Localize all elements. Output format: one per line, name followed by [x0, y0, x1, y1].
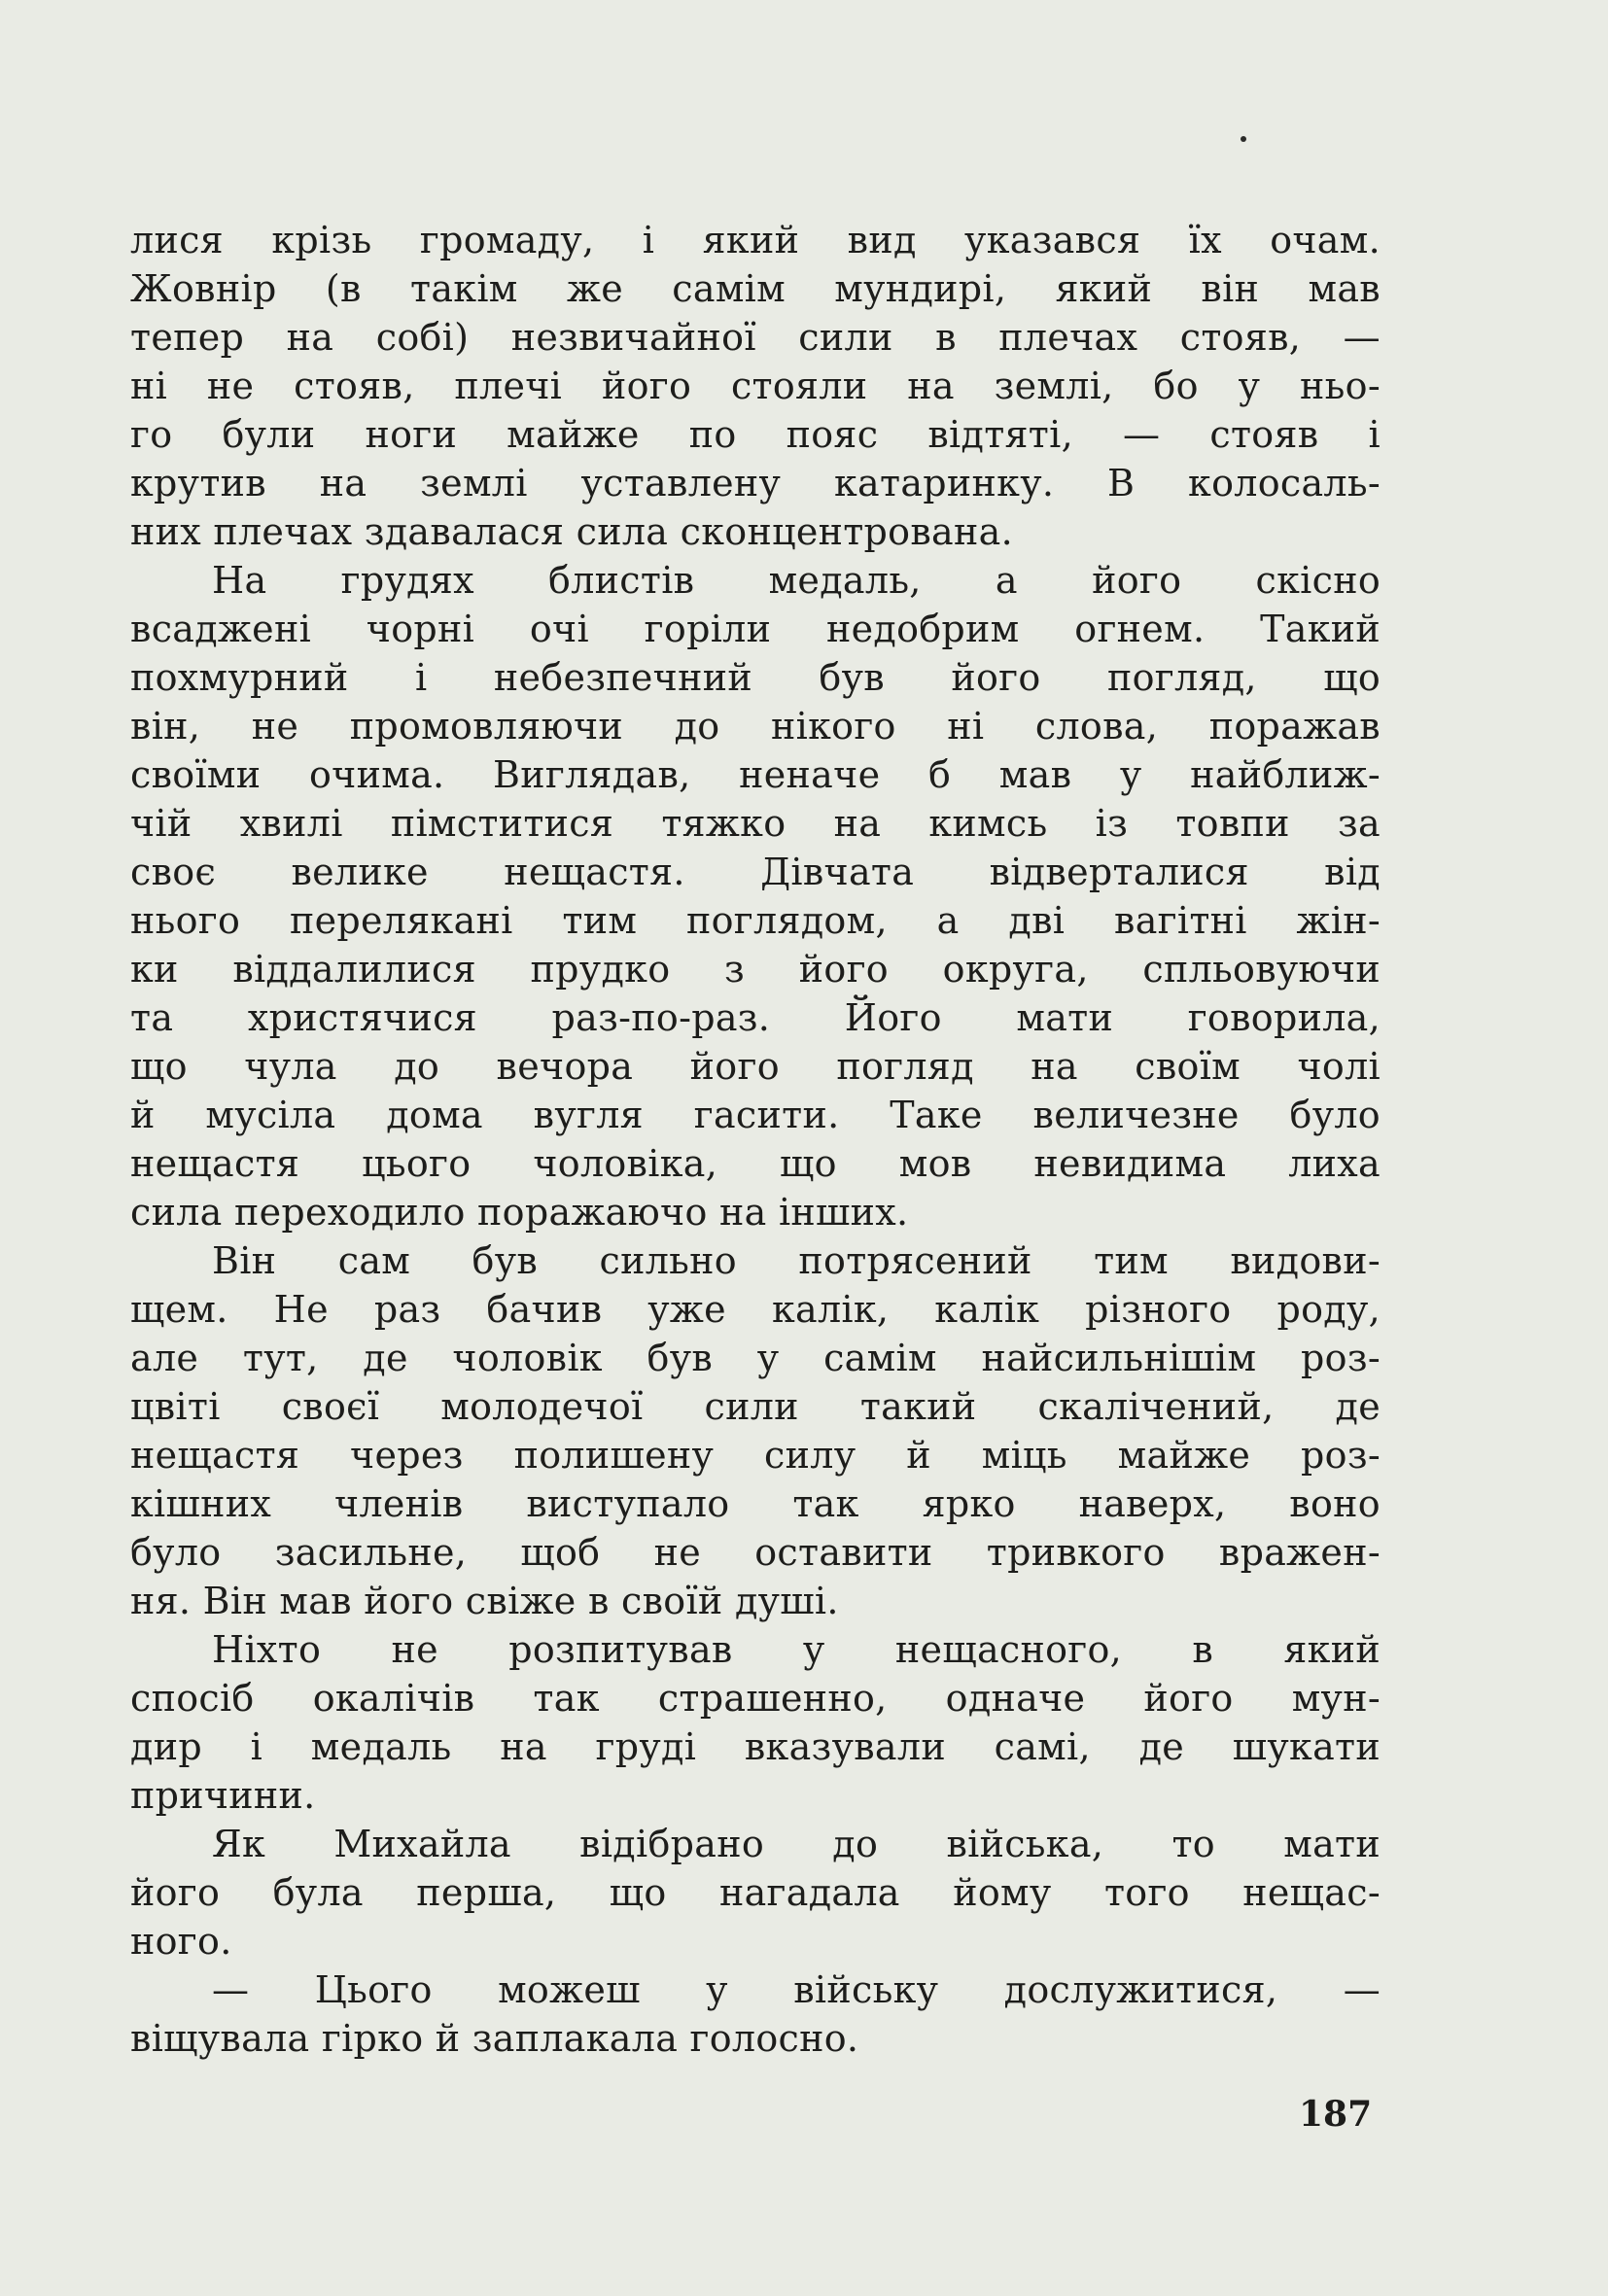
text-line: чій хвилі пімститися тяжко на кимсь із товпи за: [130, 802, 1381, 845]
text-line: він, не промовляючи до нікого ні слова, поражав: [130, 705, 1381, 748]
text-line: віщувала гірко й заплакала голосно.: [130, 2017, 859, 2060]
text-line: тепер на собі) незвичайної сили в плечах стояв, —: [130, 316, 1381, 359]
text-line: лися крізь громаду, і який вид указався їх очам.: [130, 219, 1381, 261]
text-line: го були ноги майже по пояс відтяті, — стояв і: [130, 413, 1381, 456]
text-line: та христячися раз-по-раз. Його мати говорила,: [130, 996, 1381, 1039]
text-line: дир і медаль на груді вказували самі, де шукати: [130, 1725, 1381, 1768]
text-line: своїми очима. Виглядав, неначе б мав у найближ-: [130, 753, 1381, 796]
text-line: На грудях блистів медаль, а його скісно: [212, 559, 1381, 602]
text-line: своє велике нещастя. Дівчата відверталися від: [130, 851, 1381, 893]
text-line: похмурний і небезпечний був його погляд, що: [130, 656, 1381, 699]
text-line: що чула до вечора його погляд на своїм чолі: [130, 1045, 1381, 1088]
text-line: Ніхто не розпитував у нещасного, в який: [212, 1628, 1381, 1671]
text-line: ні не стояв, плечі його стояли на землі, бо у ньо-: [130, 365, 1381, 407]
text-line: ня. Він мав його свіже в своїй душі.: [130, 1580, 839, 1622]
text-line: Як Михайла відібрано до війська, то мати: [212, 1823, 1381, 1865]
text-line: ки віддалилися прудко з його округа, спльовуючи: [130, 948, 1381, 991]
text-line: сила переходило поражаючо на інших.: [130, 1191, 909, 1234]
paragraph: [130, 1820, 1381, 1966]
paragraph: [130, 1966, 1381, 2063]
text-line: Жовнір (в такім же самім мундирі, який він мав: [130, 267, 1381, 310]
text-line: й мусіла дома вугля гасити. Таке величезне було: [130, 1094, 1381, 1136]
text-line: нещастя через полишену силу й міць майже роз-: [130, 1434, 1381, 1477]
text-line: — Цього можеш у війську дослужитися, —: [212, 1968, 1381, 2011]
paragraph: [130, 216, 1381, 556]
text-line: крутив на землі уставлену катаринку. В колосаль-: [130, 462, 1381, 504]
paragraph: [130, 1625, 1381, 1820]
paragraph: [130, 556, 1381, 1236]
text-line: щем. Не раз бачив уже калік, калік різного роду,: [130, 1288, 1381, 1331]
text-line: але тут, де чоловік був у самім найсильнішім роз-: [130, 1337, 1381, 1379]
page-number: 187: [1299, 2094, 1373, 2135]
text-line: нещастя цього чоловіка, що мов невидима лиха: [130, 1142, 1381, 1185]
body-text: [130, 216, 1381, 2063]
text-line: Він сам був сильно потрясений тим видови-: [212, 1239, 1381, 1282]
text-line: спосіб окалічів так страшенно, одначе його мун-: [130, 1677, 1381, 1720]
text-line: всаджені чорні очі горіли недобрим огнем. Такий: [130, 608, 1381, 650]
text-line: причини.: [130, 1774, 316, 1817]
text-line: нього перелякані тим поглядом, а дві вагітні жін-: [130, 899, 1381, 942]
text-line: кішних членів виступало так ярко наверх, воно: [130, 1482, 1381, 1525]
print-speck: [1241, 136, 1246, 142]
text-line: ного.: [130, 1920, 232, 1963]
paragraph: [130, 1236, 1381, 1625]
text-line: було засильне, щоб не оставити тривкого вражен-: [130, 1531, 1381, 1574]
text-line: цвіті своєї молодечої сили такий скалічений, де: [130, 1385, 1381, 1428]
text-line: них плечах здавалася сила сконцентрована.: [130, 510, 1013, 553]
text-line: його була перша, що нагадала йому того нещас-: [130, 1871, 1381, 1914]
